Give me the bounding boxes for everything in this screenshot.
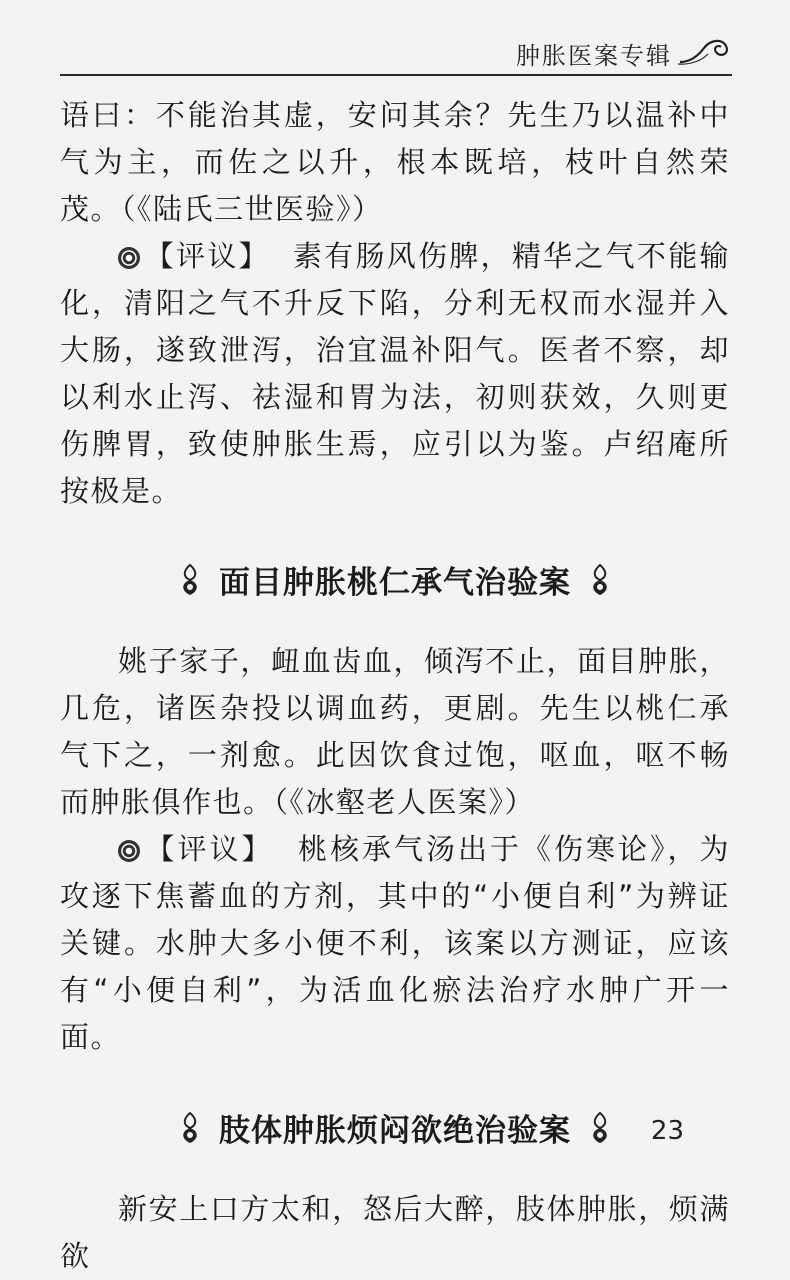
running-header <box>60 30 732 76</box>
ornament-left-icon <box>177 1111 203 1145</box>
flower-bullet-icon <box>118 247 140 269</box>
ornament-left-icon <box>177 563 203 597</box>
page-content <box>60 92 730 1280</box>
commentary-tag: 【评议】 <box>144 239 270 273</box>
commentary-text: 桃核承气汤出于《伤寒论》，为攻逐下焦蓄血的方剂，其中的“小便自利”为辨证关键。水肿大多小便不利，该案以方测证，应该有“小便自利”，为活血化瘀法治疗水肿广开一面。 <box>60 832 730 1054</box>
header-title: 肿胀医案专辑 <box>516 42 672 70</box>
section-heading-text: 肢体肿胀烦闷欲绝治验案 <box>219 1113 571 1149</box>
section-heading-text: 面目肿胀桃仁承气治验案 <box>219 565 571 601</box>
paragraph-2: 姚子家子，衄血齿血，倾泻不止，面目肿胀，几危，诸医杂投以调血药，更剧。先生以桃仁承气下之，一剂愈。此因饮食过饱，呕血，呕不畅而肿胀俱作也。（《冰壑老人医案》） <box>60 644 730 819</box>
commentary-1 <box>60 233 730 515</box>
flower-bullet-icon <box>118 840 140 862</box>
section-heading-1 <box>60 557 730 602</box>
swirl-ornament-icon <box>676 32 732 68</box>
section-heading-2 <box>60 1105 730 1150</box>
commentary-text: 素有肠风伤脾，精华之气不能输化，清阳之气不升反下陷，分利无权而水湿并入大肠，遂致泄泻，治宜温补阳气。医者不察，却以利水止泻、祛湿和胃为法，初则获效，久则更伤脾胃，致使肿胀生焉，应引以为鉴。卢绍庵所按极是。 <box>60 239 730 508</box>
ornament-right-icon <box>587 1111 613 1145</box>
paragraph-3: 新安上口方太和，怒后大醉，肢体肿胀，烦满欲 <box>60 1192 730 1273</box>
page-number: 23 <box>650 1116 684 1146</box>
paragraph-1: 语曰：不能治其虚，安问其余？先生乃以温补中气为主，而佐之以升，根本既培，枝叶自然荣茂。（《陆氏三世医验》） <box>60 98 730 226</box>
commentary-2 <box>60 826 730 1061</box>
ornament-right-icon <box>587 563 613 597</box>
commentary-tag: 【评议】 <box>144 832 274 866</box>
